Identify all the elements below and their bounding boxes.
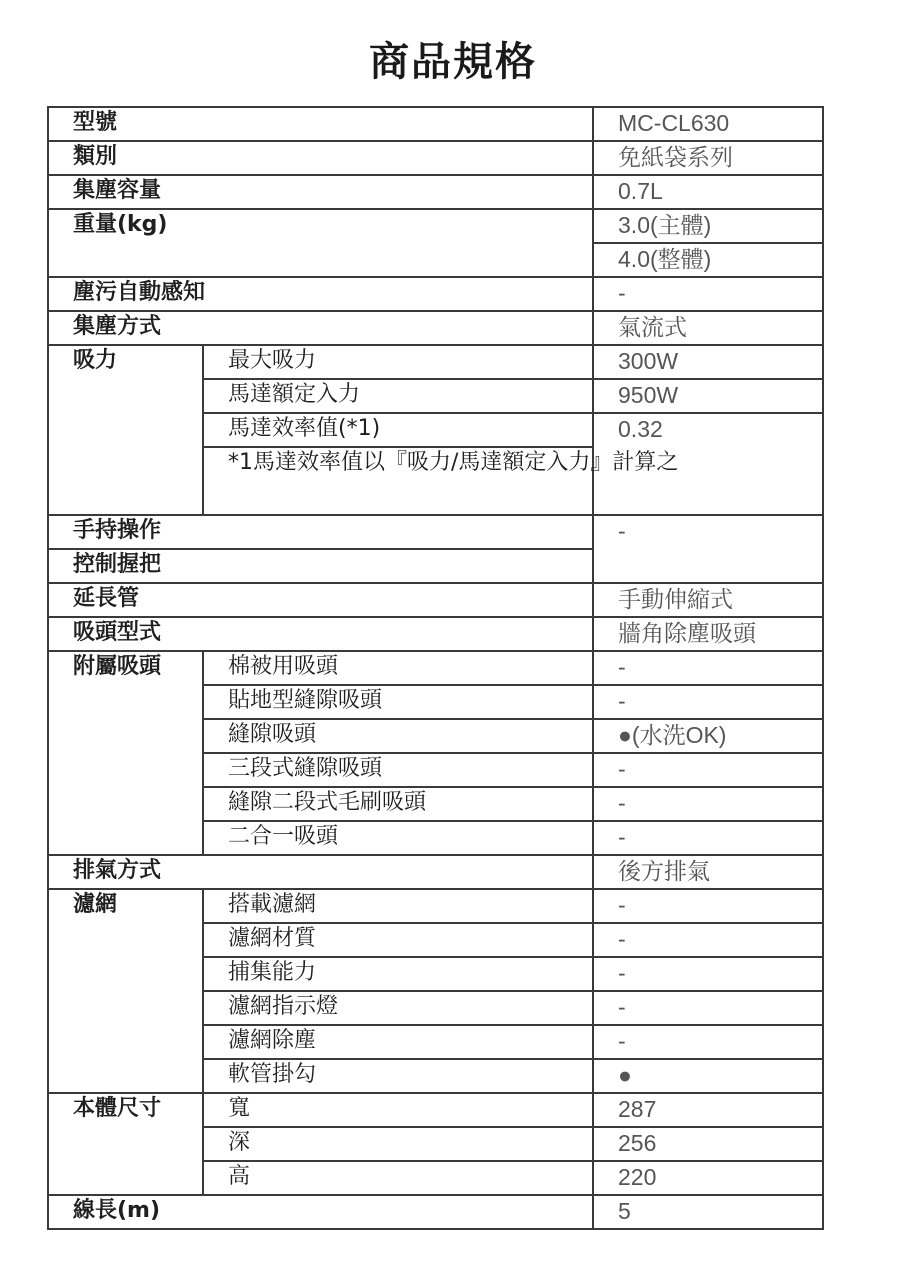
row-label-exhaust: 排氣方式 [48, 855, 593, 889]
row-value-dust-method: 氣流式 [593, 311, 823, 345]
sub-label: 縫隙二段式毛刷吸頭 [203, 787, 593, 821]
group-label-suction: 吸力 [48, 345, 203, 515]
table-row [48, 277, 823, 311]
table-row [48, 141, 823, 175]
row-label-extension: 延長管 [48, 583, 593, 617]
sub-label: 深 [203, 1127, 593, 1161]
row-label-weight: 重量(kg) [48, 209, 593, 277]
footnote-efficiency: *1馬達效率值以『吸力/馬達額定入力』計算之 [203, 447, 593, 515]
sub-value: - [593, 991, 823, 1025]
sub-label: 捕集能力 [203, 957, 593, 991]
sub-label: 貼地型縫隙吸頭 [203, 685, 593, 719]
sub-value: - [593, 787, 823, 821]
sub-value: ● [593, 1059, 823, 1093]
sub-label: 濾網除塵 [203, 1025, 593, 1059]
table-row [48, 889, 823, 923]
table-row [48, 311, 823, 345]
sub-value: - [593, 889, 823, 923]
sub-value: - [593, 651, 823, 685]
row-value-extension: 手動伸縮式 [593, 583, 823, 617]
table-row [48, 1195, 823, 1229]
table-row [48, 617, 823, 651]
group-label-filter: 濾網 [48, 889, 203, 1093]
table-row [48, 855, 823, 889]
sub-value: 0.32 [593, 413, 823, 515]
sub-value: - [593, 753, 823, 787]
sub-label: 馬達額定入力 [203, 379, 593, 413]
row-label-model: 型號 [48, 107, 593, 141]
sub-value: 287 [593, 1093, 823, 1127]
sub-value: 256 [593, 1127, 823, 1161]
table-row [48, 345, 823, 379]
table-row [48, 209, 823, 243]
row-value-category: 免紙袋系列 [593, 141, 823, 175]
sub-value: - [593, 821, 823, 855]
table-row [48, 1093, 823, 1127]
sub-label: 濾網指示燈 [203, 991, 593, 1025]
sub-value: - [593, 1025, 823, 1059]
table-row [48, 583, 823, 617]
row-value-capacity: 0.7L [593, 175, 823, 209]
page-title: 商品規格 [369, 39, 537, 85]
row-value-weight-total: 4.0(整體) [593, 243, 823, 277]
row-label-nozzle-type: 吸頭型式 [48, 617, 593, 651]
spec-table [47, 106, 824, 1230]
row-label-capacity: 集塵容量 [48, 175, 593, 209]
sub-value: - [593, 957, 823, 991]
row-value-auto-sense: - [593, 277, 823, 311]
table-row [48, 107, 823, 141]
row-label-auto-sense: 塵污自動感知 [48, 277, 593, 311]
sub-label: 濾網材質 [203, 923, 593, 957]
sub-label: 三段式縫隙吸頭 [203, 753, 593, 787]
row-label-handheld: 手持操作 [48, 515, 593, 549]
table-row [48, 651, 823, 685]
table-row [48, 175, 823, 209]
row-label-grip: 控制握把 [48, 549, 593, 583]
sub-label: 馬達效率值(*1) [203, 413, 593, 447]
group-label-accessory: 附屬吸頭 [48, 651, 203, 855]
sub-value: 220 [593, 1161, 823, 1195]
sub-value: 950W [593, 379, 823, 413]
sub-label: 縫隙吸頭 [203, 719, 593, 753]
sub-label: 寬 [203, 1093, 593, 1127]
row-value-model: MC-CL630 [593, 107, 823, 141]
group-label-dimensions: 本體尺寸 [48, 1093, 203, 1195]
sub-label: 二合一吸頭 [203, 821, 593, 855]
sub-value: - [593, 923, 823, 957]
sub-label: 高 [203, 1161, 593, 1195]
row-value-nozzle-type: 牆角除塵吸頭 [593, 617, 823, 651]
sub-label: 棉被用吸頭 [203, 651, 593, 685]
sub-label: 搭載濾網 [203, 889, 593, 923]
row-value-weight-body: 3.0(主體) [593, 209, 823, 243]
table-row [48, 515, 823, 549]
row-value-handheld: - [593, 515, 823, 583]
row-label-dust-method: 集塵方式 [48, 311, 593, 345]
row-value-exhaust: 後方排氣 [593, 855, 823, 889]
sub-value: ●(水洗OK) [593, 719, 823, 753]
row-label-cord: 線長(m) [48, 1195, 593, 1229]
row-value-cord: 5 [593, 1195, 823, 1229]
row-label-category: 類別 [48, 141, 593, 175]
sub-value: 300W [593, 345, 823, 379]
sub-label: 最大吸力 [203, 345, 593, 379]
sub-label: 軟管掛勾 [203, 1059, 593, 1093]
sub-value: - [593, 685, 823, 719]
